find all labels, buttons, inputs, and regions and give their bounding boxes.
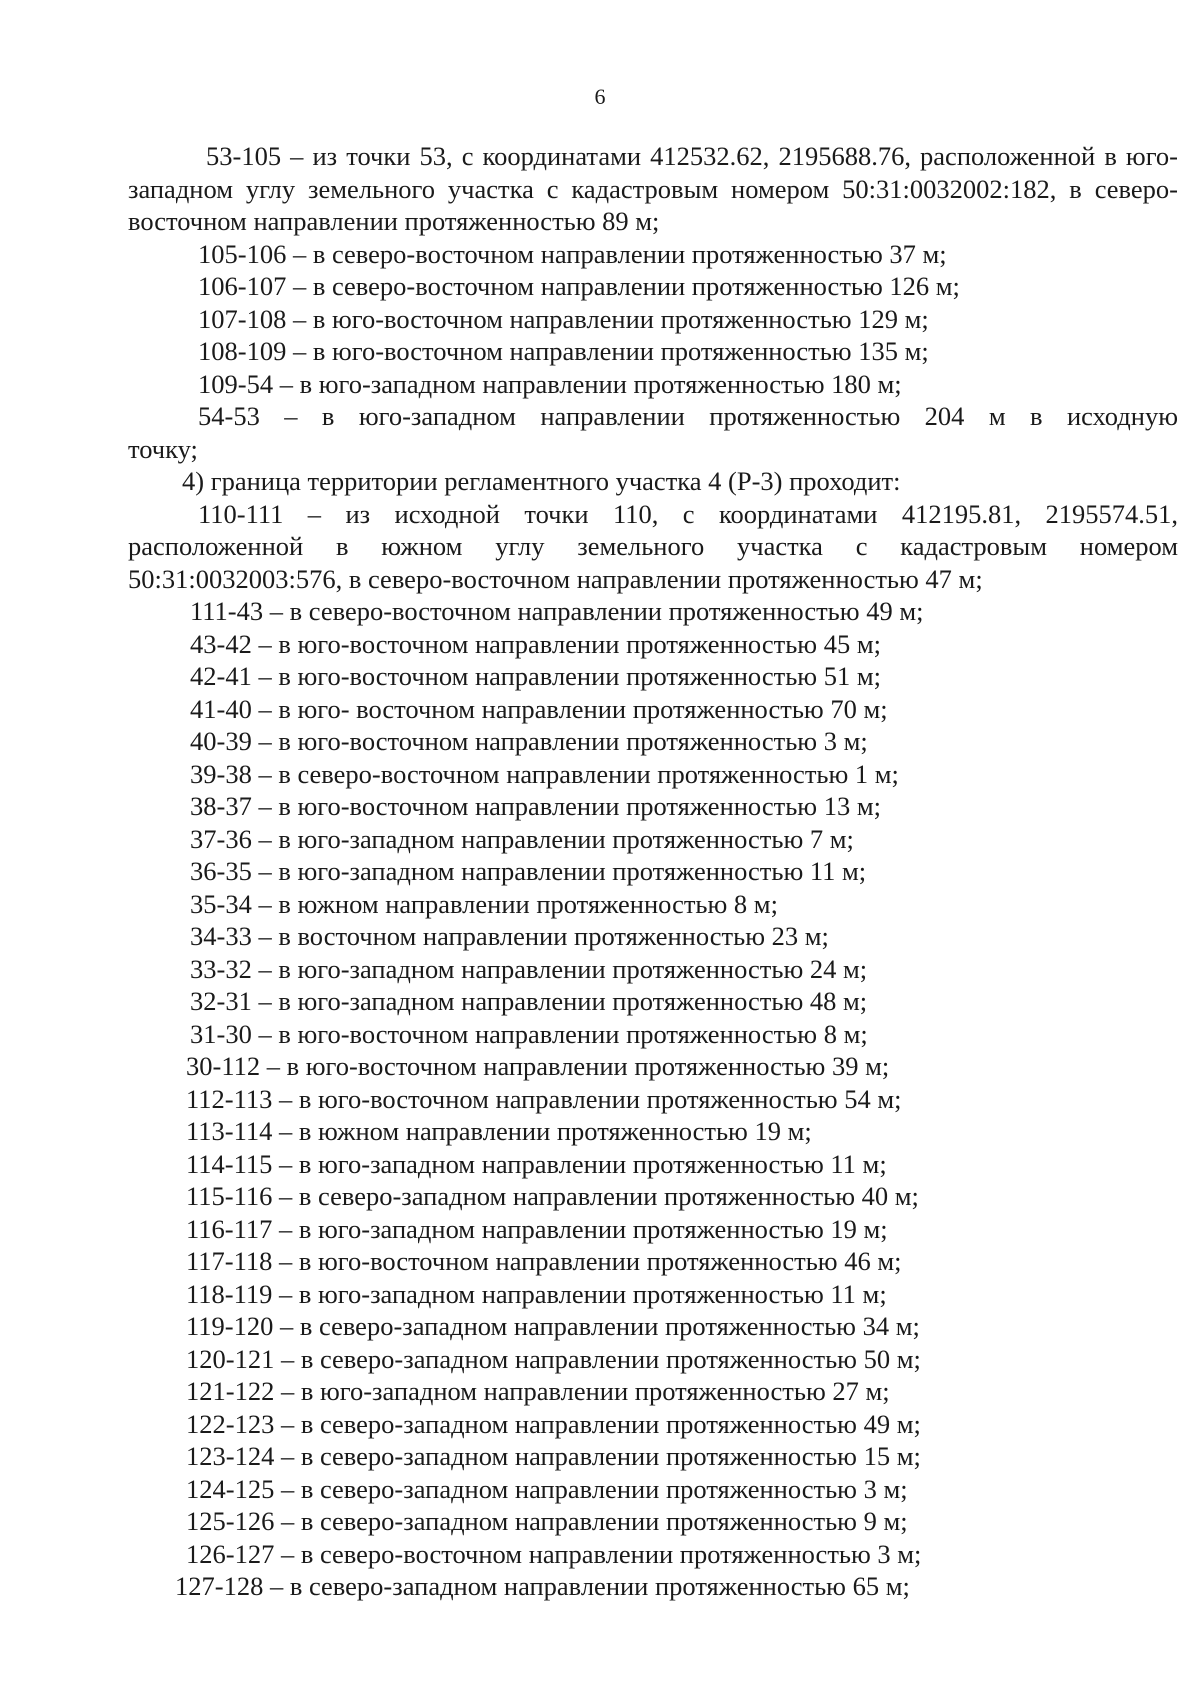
paragraph-110-111: 110-111 – из исходной точки 110, с координатами 412195.81, 2195574.51, [198, 498, 1178, 529]
segment-line: 109-54 – в юго-западном направлении протяженностью 180 м; [198, 368, 902, 399]
segment-line: 40-39 – в юго-восточном направлении протяженностью 3 м; [190, 726, 868, 756]
segment-line: 107-108 – в юго-восточном направлении протяженностью 129 м; [198, 303, 929, 334]
segment-line: 43-42 – в юго-восточном направлении протяженностью 45 м; [190, 628, 881, 659]
document-body [128, 140, 1178, 1603]
paragraph-54-53: 54-53 – в юго-западном направлении протяженностью 204 м в исходную [198, 401, 1178, 431]
segment-line: 38-37 – в юго-восточном направлении протяженностью 13 м; [190, 791, 881, 821]
segment-line: 36-35 – в юго-западном направлении протяженностью 11 м; [190, 856, 867, 886]
segment-line: 114-115 – в юго-западном направлении протяженностью 11 м; [186, 1148, 887, 1179]
paragraph-53-105: 53-105 – из точки 53, с координатами 412532.62, 2195688.76, расположенной в юго-западном углу земельного участка с кадастровым номером 50:31:0032002:182, в северо-восточном направлении протяженностью 89 м; [128, 141, 1178, 236]
segment-line: 121-122 – в юго-западном направлении протяженностью 27 м; [186, 1376, 890, 1406]
segment-line: 106-107 – в северо-восточном направлении протяженностью 126 м; [198, 271, 960, 301]
segment-line: 125-126 – в северо-западном направлении протяженностью 9 м; [186, 1506, 908, 1536]
segment-line: 42-41 – в юго-восточном направлении протяженностью 51 м; [190, 661, 881, 691]
paragraph-110-111-cont: расположенной в южном углу земельного участка с кадастровым номером [128, 531, 1178, 561]
segment-line: 123-124 – в северо-западном направлении протяженностью 15 м; [186, 1441, 921, 1471]
segment-line: 122-123 – в северо-западном направлении протяженностью 49 м; [186, 1408, 921, 1439]
segment-line: 30-112 – в юго-восточном направлении протяженностью 39 м; [186, 1051, 890, 1081]
segment-line: 31-30 – в юго-восточном направлении протяженностью 8 м; [190, 1018, 868, 1049]
segment-line: 33-32 – в юго-западном направлении протяженностью 24 м; [190, 953, 868, 984]
segment-line: 116-117 – в юго-западном направлении протяженностью 19 м; [186, 1213, 888, 1244]
segment-line: 105-106 – в северо-восточном направлении протяженностью 37 м; [198, 238, 947, 269]
segment-line: 115-116 – в северо-западном направлении протяженностью 40 м; [186, 1181, 919, 1211]
segment-line: 39-38 – в северо-восточном направлении протяженностью 1 м; [190, 758, 899, 789]
paragraph-54-53-end: точку; [128, 433, 198, 464]
segment-line: 113-114 – в южном направлении протяженностью 19 м; [186, 1116, 812, 1146]
segment-line: 127-128 – в северо-западном направлении протяженностью 65 м; [175, 1571, 910, 1601]
segment-line: 108-109 – в юго-восточном направлении протяженностью 135 м; [198, 336, 929, 366]
section-heading-4: 4) граница территории регламентного участка 4 (Р-3) проходит: [182, 466, 901, 496]
segment-line: 120-121 – в северо-западном направлении протяженностью 50 м; [186, 1343, 921, 1374]
page-number: 6 [594, 84, 606, 109]
segment-line: 37-36 – в юго-западном направлении протяженностью 7 м; [190, 823, 854, 854]
segment-line: 126-127 – в северо-восточном направлении протяженностью 3 м; [186, 1538, 922, 1569]
segment-line: 35-34 – в южном направлении протяженностью 8 м; [190, 888, 778, 919]
segment-line: 34-33 – в восточном направлении протяженностью 23 м; [190, 921, 829, 951]
segment-line: 118-119 – в юго-западном направлении протяженностью 11 м; [186, 1278, 887, 1309]
segment-line: 117-118 – в юго-восточном направлении протяженностью 46 м; [186, 1246, 902, 1276]
paragraph-110-111-end: 50:31:0032003:576, в северо-восточном направлении протяженностью 47 м; [128, 563, 983, 594]
segment-line: 111-43 – в северо-восточном направлении протяженностью 49 м; [190, 596, 924, 626]
segment-line: 119-120 – в северо-западном направлении протяженностью 34 м; [186, 1311, 920, 1341]
segment-line: 124-125 – в северо-западном направлении протяженностью 3 м; [186, 1473, 908, 1504]
segment-line: 112-113 – в юго-восточном направлении протяженностью 54 м; [186, 1083, 902, 1114]
segment-line: 41-40 – в юго- восточном направлении протяженностью 70 м; [190, 693, 888, 724]
segment-line: 32-31 – в юго-западном направлении протяженностью 48 м; [190, 986, 868, 1016]
